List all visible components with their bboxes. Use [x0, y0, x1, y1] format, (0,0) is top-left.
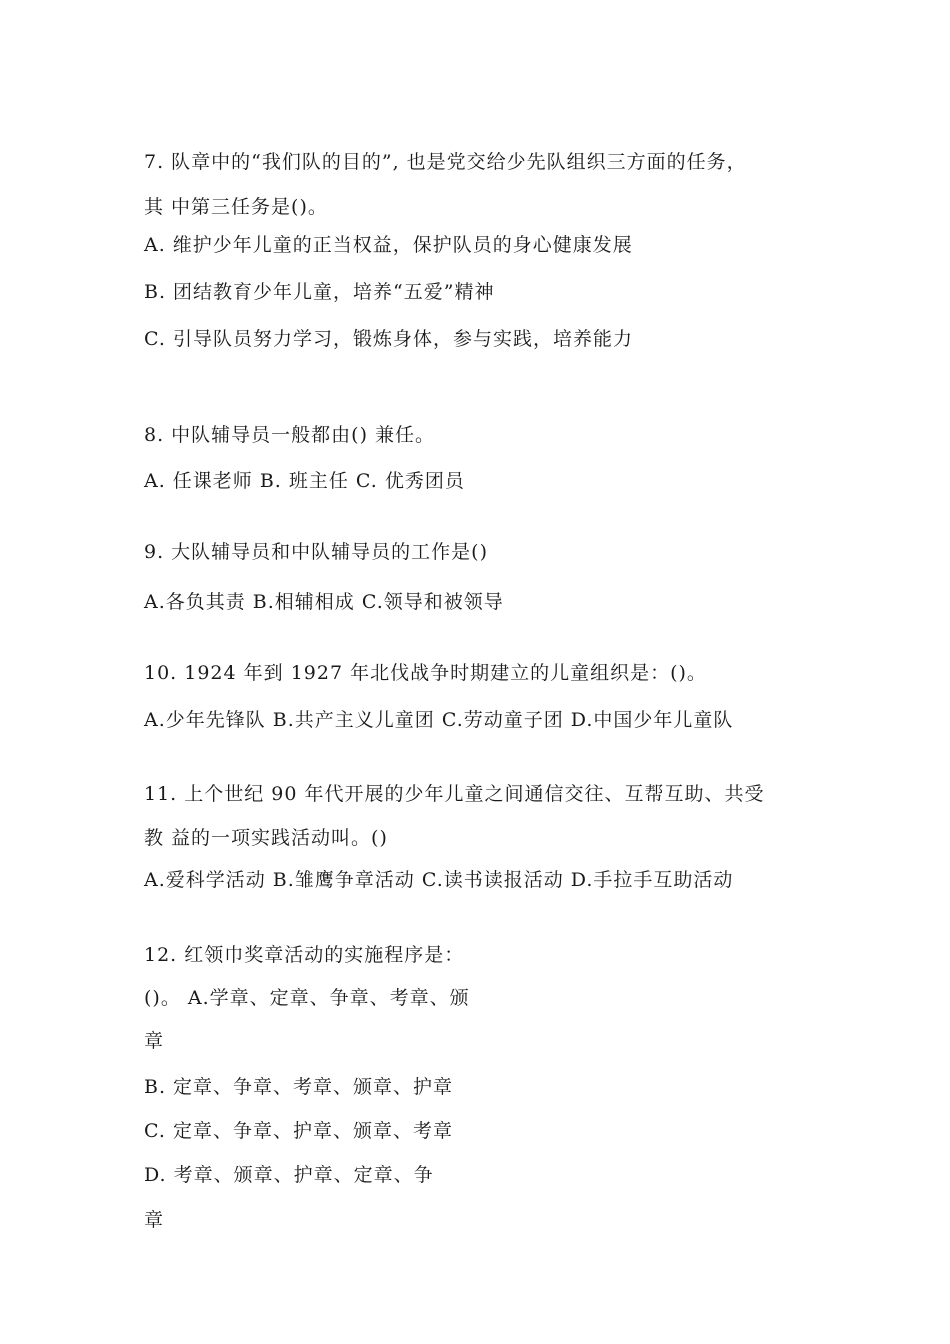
question-11-line-1: 11. 上个世纪 90 年代开展的少年儿童之间通信交往、互帮互助、共受: [144, 783, 765, 805]
question-10-options: A.少年先锋队 B.共产主义儿童团 C.劳动童子团 D.中国少年儿童队: [144, 709, 734, 731]
question-12-option-b: B. 定章、争章、考章、颁章、护章: [144, 1076, 454, 1098]
question-7-option-a: A. 维护少年儿童的正当权益，保护队员的身心健康发展: [144, 234, 633, 256]
question-10-line-1: 10. 1924 年到 1927 年北伐战争时期建立的儿童组织是：()。: [144, 662, 707, 684]
question-12-option-d-cont: 章: [144, 1209, 165, 1231]
question-8-options: A. 任课老师 B. 班主任 C. 优秀团员: [144, 470, 465, 492]
question-12-line-2: ()。 A.学章、定章、争章、考章、颁: [144, 987, 470, 1009]
question-8-line-1: 8. 中队辅导员一般都由() 兼任。: [144, 424, 436, 446]
question-9-line-1: 9. 大队辅导员和中队辅导员的工作是(): [144, 541, 488, 563]
question-11-line-2: 教 益的一项实践活动叫。(): [144, 827, 388, 849]
question-7-line-2: 其 中第三任务是()。: [144, 196, 328, 218]
question-7-option-b: B. 团结教育少年儿童，培养“五爱”精神: [144, 281, 495, 303]
question-9-options: A.各负其责 B.相辅相成 C.领导和被领导: [144, 591, 504, 613]
question-7-line-1: 7. 队章中的“我们队的目的”, 也是党交给少先队组织三方面的任务，: [144, 151, 747, 173]
question-7-option-c: C. 引导队员努力学习，锻炼身体，参与实践，培养能力: [144, 328, 633, 350]
question-12-option-d: D. 考章、颁章、护章、定章、争: [144, 1164, 434, 1186]
question-12-line-1: 12. 红领巾奖章活动的实施程序是：: [144, 944, 465, 966]
question-12-line-3: 章: [144, 1030, 165, 1052]
question-11-options: A.爱科学活动 B.雏鹰争章活动 C.读书读报活动 D.手拉手互助活动: [144, 869, 734, 891]
question-12-option-c: C. 定章、争章、护章、颁章、考章: [144, 1120, 453, 1142]
